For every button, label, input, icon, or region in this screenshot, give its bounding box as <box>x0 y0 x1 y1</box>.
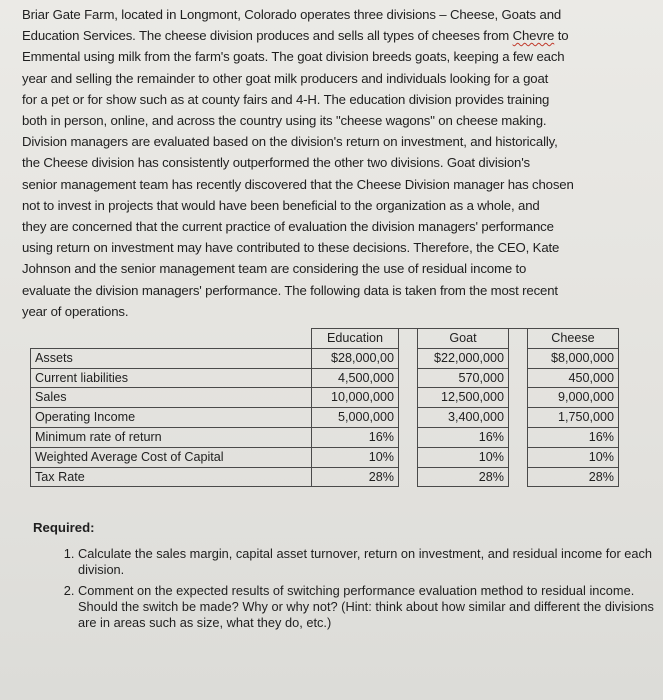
education-value: 4,500,000 <box>312 368 399 388</box>
row-label: Weighted Average Cost of Capital <box>31 447 312 467</box>
paragraph-line: they are concerned that the current practice of evaluation the division managers' performance <box>22 219 554 235</box>
goat-value: 12,500,000 <box>418 388 509 408</box>
paragraph-line: for a pet or for show such as at county fairs and 4-H. The education division provides training <box>22 91 550 107</box>
row-label: Tax Rate <box>31 467 312 487</box>
cheese-value: 16% <box>528 427 619 447</box>
education-value: 5,000,000 <box>312 408 399 428</box>
table-row <box>31 447 619 467</box>
paragraph-line: Education Services. The cheese division produces and sells all types of cheeses from Chevre to <box>22 28 569 44</box>
header-education: Education <box>312 329 399 349</box>
education-value: 10,000,000 <box>312 388 399 408</box>
row-label: Sales <box>31 388 312 408</box>
goat-value: 570,000 <box>418 368 509 388</box>
row-label: Current liabilities <box>31 368 312 388</box>
education-value: 16% <box>312 427 399 447</box>
paragraph-line: Emmental using milk from the farm's goats. The goat division breeds goats, keeping a few each <box>22 49 565 65</box>
cheese-value: 28% <box>528 467 619 487</box>
header-goat: Goat <box>418 329 509 349</box>
paragraph-line: Briar Gate Farm, located in Longmont, Colorado operates three divisions – Cheese, Goats and <box>22 7 562 22</box>
required-item: 2. Comment on the expected results of switching performance evaluation method to residual income. Should the switch be made? Why or why not? (Hint: think about how similar and different the divisions are in areas such as size, what they do, etc.) <box>78 583 658 631</box>
goat-value: 10% <box>418 447 509 467</box>
required-item: 1. Calculate the sales margin, capital asset turnover, return on investment, and residual income for each division. <box>78 546 658 578</box>
table-row <box>31 368 619 388</box>
paragraph-line: Division managers are evaluated based on the division's return on investment, and historically, <box>22 134 558 150</box>
goat-value: 28% <box>418 467 509 487</box>
cheese-value: $8,000,000 <box>528 348 619 368</box>
paragraph-line: year of operations. <box>22 303 129 319</box>
goat-value: 3,400,000 <box>418 408 509 428</box>
paragraph-line: evaluate the division managers' performance. The following data is taken from the most recent <box>22 282 558 298</box>
cheese-value: 10% <box>528 447 619 467</box>
paragraph-line: not to invest in projects that would have been beneficial to the organization as a whole, and <box>22 197 540 213</box>
table-row <box>31 408 619 428</box>
paragraph-line: both in person, online, and across the country using its "cheese wagons" on cheese making. <box>22 113 547 129</box>
paragraph-line: the Cheese division has consistently outperformed the other two divisions. Goat division's <box>22 155 530 171</box>
paragraph-line: Johnson and the senior management team are considering the use of residual income to <box>22 261 527 277</box>
table-row <box>31 388 619 408</box>
goat-value: 16% <box>418 427 509 447</box>
row-label: Minimum rate of return <box>31 427 312 447</box>
table-row <box>31 427 619 447</box>
chevre-misspelled-word: Chevre <box>512 28 555 44</box>
cheese-value: 450,000 <box>528 368 619 388</box>
education-value: 28% <box>312 467 399 487</box>
required-heading: Required: <box>33 520 95 535</box>
paragraph-line: year and selling the remainder to other goat milk producers and individuals looking for a goat <box>22 70 549 86</box>
paragraph-line: senior management team has recently discovered that the Cheese Division manager has chosen <box>22 176 574 192</box>
case-description <box>22 4 644 322</box>
header-cheese: Cheese <box>528 329 619 349</box>
cheese-value: 9,000,000 <box>528 388 619 408</box>
education-value: $28,000,00 <box>312 348 399 368</box>
row-label: Assets <box>31 348 312 368</box>
table-header-row <box>31 329 619 349</box>
education-value: 10% <box>312 447 399 467</box>
row-label: Operating Income <box>31 408 312 428</box>
goat-value: $22,000,000 <box>418 348 509 368</box>
cheese-value: 1,750,000 <box>528 408 619 428</box>
division-data-table <box>30 328 619 487</box>
paragraph-line: using return on investment may have contributed to these decisions. Therefore, the CEO, Kate <box>22 240 560 256</box>
table-row <box>31 467 619 487</box>
table-row <box>31 348 619 368</box>
required-list <box>54 546 658 636</box>
